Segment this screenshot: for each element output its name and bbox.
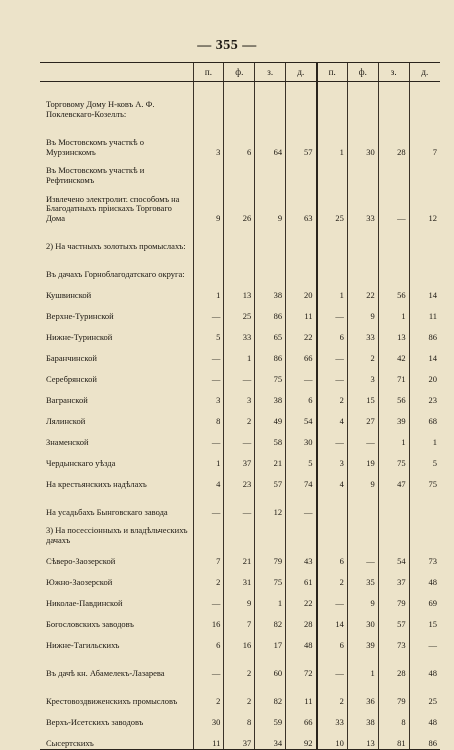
value-cell	[347, 252, 378, 280]
row-label: Лялинской	[46, 415, 86, 426]
row-label: Южно-Заозерской	[46, 576, 113, 587]
value-cell: 23	[224, 469, 255, 490]
value-cell: 75	[255, 364, 286, 385]
table-row	[40, 186, 440, 224]
table-row	[40, 630, 440, 651]
value-cell: 37	[224, 448, 255, 469]
value-cell: 13	[224, 280, 255, 301]
column-header: ф.	[224, 63, 255, 82]
value-cell	[193, 158, 224, 186]
value-cell: 3	[193, 385, 224, 406]
value-cell	[409, 490, 440, 518]
value-cell: 82	[255, 609, 286, 630]
value-cell: 2	[224, 406, 255, 427]
row-label: Вагранской	[46, 394, 88, 405]
value-cell	[409, 224, 440, 252]
value-cell: —	[347, 427, 378, 448]
value-cell: 57	[255, 469, 286, 490]
value-cell: 1	[317, 120, 348, 158]
value-cell: 1	[347, 651, 378, 679]
value-cell: 1	[378, 427, 409, 448]
value-cell: 33	[347, 186, 378, 224]
value-cell: 15	[347, 385, 378, 406]
value-cell: 2	[224, 679, 255, 707]
value-cell: 10	[317, 728, 348, 750]
value-cell: 9	[347, 469, 378, 490]
row-label: Баранчинской	[46, 352, 97, 363]
row-label: Нижне-Туринской	[46, 331, 113, 342]
value-cell	[347, 224, 378, 252]
value-cell: 2	[224, 651, 255, 679]
value-cell: 28	[378, 651, 409, 679]
value-cell: 66	[286, 343, 317, 364]
column-header: з.	[378, 63, 409, 82]
value-cell: 1	[317, 280, 348, 301]
row-label: Серебрянской	[46, 373, 97, 384]
value-cell: 38	[255, 280, 286, 301]
gold-production-table-wrapper	[40, 62, 440, 750]
value-cell: 16	[193, 609, 224, 630]
value-cell: 38	[255, 385, 286, 406]
table-row	[40, 567, 440, 588]
value-cell: 33	[347, 322, 378, 343]
table-row	[40, 469, 440, 490]
value-cell	[286, 224, 317, 252]
value-cell: 79	[255, 546, 286, 567]
row-label: Сысертскихъ	[40, 728, 193, 750]
value-cell: —	[224, 364, 255, 385]
value-cell: 1	[255, 588, 286, 609]
value-cell	[409, 252, 440, 280]
value-cell: 11	[286, 679, 317, 707]
value-cell	[347, 490, 378, 518]
value-cell	[255, 518, 286, 546]
row-label: Николае-Павдинской	[46, 597, 123, 608]
value-cell: 3	[347, 364, 378, 385]
value-cell	[224, 252, 255, 280]
value-cell: 68	[409, 406, 440, 427]
value-cell: —	[409, 630, 440, 651]
value-cell: 6	[317, 630, 348, 651]
value-cell: 64	[255, 120, 286, 158]
row-label: На усадьбахъ Бынговскаго завода	[46, 506, 168, 517]
value-cell: 12	[409, 186, 440, 224]
table-row	[40, 120, 440, 158]
table-row	[40, 679, 440, 707]
table-row	[40, 301, 440, 322]
value-cell: 6	[286, 385, 317, 406]
value-cell: 69	[409, 588, 440, 609]
value-cell: 9	[347, 301, 378, 322]
page-number: — 355 —	[197, 38, 257, 53]
table-row	[40, 546, 440, 567]
value-cell	[378, 158, 409, 186]
value-cell	[347, 518, 378, 546]
table-row	[40, 158, 440, 186]
table-row	[40, 364, 440, 385]
value-cell: 6	[224, 120, 255, 158]
table-row	[40, 707, 440, 728]
table-row	[40, 427, 440, 448]
value-cell: 25	[409, 679, 440, 707]
value-cell: —	[193, 364, 224, 385]
value-cell: 7	[224, 609, 255, 630]
value-cell	[409, 158, 440, 186]
value-cell: 56	[378, 385, 409, 406]
table-row	[40, 448, 440, 469]
value-cell: 15	[409, 609, 440, 630]
value-cell: 2	[193, 567, 224, 588]
value-cell: 48	[409, 567, 440, 588]
value-cell: 8	[224, 707, 255, 728]
column-header: д.	[286, 63, 317, 82]
value-cell: 75	[378, 448, 409, 469]
value-cell: 16	[224, 630, 255, 651]
value-cell	[193, 82, 224, 121]
value-cell: —	[193, 588, 224, 609]
value-cell: 6	[317, 546, 348, 567]
value-cell: 75	[409, 469, 440, 490]
value-cell: 42	[378, 343, 409, 364]
value-cell: —	[193, 427, 224, 448]
row-label: Знаменской	[46, 436, 89, 447]
value-cell: —	[317, 301, 348, 322]
value-cell	[378, 518, 409, 546]
value-cell: 5	[193, 322, 224, 343]
value-cell: 82	[255, 679, 286, 707]
value-cell: 1	[224, 343, 255, 364]
value-cell: 38	[347, 707, 378, 728]
value-cell: 9	[193, 186, 224, 224]
value-cell: 81	[378, 728, 409, 750]
row-label: Сѣверо-Заозерской	[46, 555, 116, 566]
row-label: Въ Мостовскомъ участкѣ о Мурзинскомъ	[46, 137, 144, 157]
table-row	[40, 518, 440, 546]
value-cell: 3	[193, 120, 224, 158]
value-cell: 30	[347, 120, 378, 158]
column-header: д.	[409, 63, 440, 82]
table-row	[40, 385, 440, 406]
row-label: Извлечено электролит. способомъ на Благодатныхъ пріискахъ Торговаго Дома	[46, 193, 180, 223]
value-cell: 49	[255, 406, 286, 427]
value-cell: 25	[224, 301, 255, 322]
value-cell	[378, 82, 409, 121]
value-cell: 9	[224, 588, 255, 609]
value-cell: —	[317, 588, 348, 609]
value-cell: 6	[317, 322, 348, 343]
value-cell: —	[378, 186, 409, 224]
value-cell: 37	[378, 567, 409, 588]
value-cell	[286, 518, 317, 546]
value-cell: 2	[317, 679, 348, 707]
value-cell: 57	[286, 120, 317, 158]
value-cell: 4	[317, 469, 348, 490]
row-label: Въ Мостовскомъ участкѣ и Рефтинскомъ	[46, 165, 145, 185]
value-cell: 65	[255, 322, 286, 343]
value-cell: 26	[224, 186, 255, 224]
value-cell	[317, 82, 348, 121]
value-cell: 58	[255, 427, 286, 448]
value-cell	[347, 82, 378, 121]
value-cell	[193, 252, 224, 280]
value-cell: 39	[378, 406, 409, 427]
value-cell	[255, 82, 286, 121]
value-cell	[255, 224, 286, 252]
value-cell: 79	[378, 588, 409, 609]
row-label: Кушвинской	[46, 289, 92, 300]
value-cell: 2	[193, 679, 224, 707]
table-row	[40, 280, 440, 301]
value-cell: 11	[193, 728, 224, 750]
value-cell: 4	[317, 406, 348, 427]
value-cell: 22	[286, 322, 317, 343]
value-cell: 7	[409, 120, 440, 158]
value-cell: 54	[286, 406, 317, 427]
value-cell: —	[317, 364, 348, 385]
value-cell: 14	[317, 609, 348, 630]
table-row	[40, 322, 440, 343]
value-cell: 1	[409, 427, 440, 448]
table-row	[40, 490, 440, 518]
table-row	[40, 343, 440, 364]
value-cell: 20	[286, 280, 317, 301]
value-cell: —	[317, 427, 348, 448]
value-cell: 74	[286, 469, 317, 490]
value-cell: 1	[193, 448, 224, 469]
value-cell	[224, 82, 255, 121]
table-row	[40, 651, 440, 679]
value-cell: 30	[286, 427, 317, 448]
value-cell: 6	[193, 630, 224, 651]
value-cell: —	[193, 490, 224, 518]
table-row	[40, 588, 440, 609]
value-cell	[317, 252, 348, 280]
value-cell: 5	[286, 448, 317, 469]
value-cell	[378, 252, 409, 280]
value-cell: —	[224, 427, 255, 448]
table-row	[40, 252, 440, 280]
value-cell: 33	[224, 322, 255, 343]
value-cell: 23	[409, 385, 440, 406]
row-label: Крестовоздвиженскихъ промысловъ	[46, 695, 178, 706]
value-cell: —	[286, 364, 317, 385]
table-row	[40, 406, 440, 427]
value-cell: 4	[193, 469, 224, 490]
value-cell: 1	[193, 280, 224, 301]
value-cell: 27	[347, 406, 378, 427]
value-cell: 14	[409, 343, 440, 364]
value-cell: 47	[378, 469, 409, 490]
value-cell	[378, 490, 409, 518]
value-cell: 72	[286, 651, 317, 679]
value-cell: 3	[317, 448, 348, 469]
row-label: 2) На частныхъ золотыхъ промыслахъ:	[46, 240, 186, 251]
value-cell: 79	[378, 679, 409, 707]
value-cell	[286, 252, 317, 280]
value-cell	[193, 224, 224, 252]
value-cell	[378, 224, 409, 252]
row-label: Нижне-Тагильскихъ	[46, 639, 120, 650]
value-cell: —	[193, 343, 224, 364]
value-cell: 43	[286, 546, 317, 567]
value-cell: 56	[378, 280, 409, 301]
header-blank-cell	[40, 63, 193, 82]
row-label: Верхне-Туринской	[46, 310, 114, 321]
value-cell: 66	[286, 707, 317, 728]
value-cell: 5	[409, 448, 440, 469]
table-row	[40, 728, 440, 750]
value-cell: —	[193, 301, 224, 322]
row-label: Верхъ-Исетскихъ заводовъ	[46, 716, 144, 727]
value-cell: 54	[378, 546, 409, 567]
value-cell: 19	[347, 448, 378, 469]
value-cell: 86	[409, 322, 440, 343]
value-cell: 12	[255, 490, 286, 518]
row-label: Въ дачахъ Горноблагодатскаго округа:	[46, 268, 185, 279]
value-cell: 28	[286, 609, 317, 630]
value-cell: 48	[286, 630, 317, 651]
column-header: п.	[317, 63, 348, 82]
value-cell: 75	[255, 567, 286, 588]
row-label: 3) На посессіонныхъ и владѣльческихъ дачахъ	[46, 525, 188, 545]
value-cell: 86	[255, 301, 286, 322]
value-cell	[347, 158, 378, 186]
value-cell: 17	[255, 630, 286, 651]
value-cell: 2	[317, 385, 348, 406]
value-cell: 73	[378, 630, 409, 651]
value-cell: 11	[286, 301, 317, 322]
row-label: Богословскихъ заводовъ	[46, 618, 134, 629]
value-cell: —	[286, 490, 317, 518]
value-cell: 59	[255, 707, 286, 728]
table-row	[40, 609, 440, 630]
value-cell: —	[224, 490, 255, 518]
value-cell: 22	[286, 588, 317, 609]
value-cell	[317, 158, 348, 186]
value-cell: 21	[224, 546, 255, 567]
value-cell: 8	[378, 707, 409, 728]
value-cell: 57	[378, 609, 409, 630]
table-row	[40, 224, 440, 252]
value-cell: 34	[255, 728, 286, 750]
value-cell: 86	[409, 728, 440, 750]
value-cell: 13	[347, 728, 378, 750]
value-cell: 28	[378, 120, 409, 158]
value-cell: —	[317, 343, 348, 364]
row-label: Чердынскаго уѣзда	[46, 457, 116, 468]
value-cell: 30	[193, 707, 224, 728]
value-cell: 35	[347, 567, 378, 588]
value-cell: 31	[224, 567, 255, 588]
value-cell: 25	[317, 186, 348, 224]
value-cell	[255, 158, 286, 186]
value-cell	[224, 224, 255, 252]
gold-production-table	[40, 62, 440, 750]
value-cell	[409, 82, 440, 121]
row-label: Торговому Дому Н-ковъ А. Ф. Поклевскаго-Козеллъ:	[46, 99, 155, 119]
value-cell: —	[193, 651, 224, 679]
value-cell: 22	[347, 280, 378, 301]
column-header: ф.	[347, 63, 378, 82]
value-cell: 86	[255, 343, 286, 364]
value-cell: 2	[347, 343, 378, 364]
value-cell: 20	[409, 364, 440, 385]
table-row	[40, 82, 440, 121]
value-cell	[193, 518, 224, 546]
value-cell: 8	[193, 406, 224, 427]
value-cell: 13	[378, 322, 409, 343]
value-cell: 9	[255, 186, 286, 224]
value-cell	[224, 158, 255, 186]
value-cell: 14	[409, 280, 440, 301]
value-cell	[317, 490, 348, 518]
value-cell: 33	[317, 707, 348, 728]
value-cell	[255, 252, 286, 280]
column-header: п.	[193, 63, 224, 82]
value-cell: 61	[286, 567, 317, 588]
value-cell	[317, 224, 348, 252]
row-label: На крестьянскихъ надѣлахъ	[46, 478, 147, 489]
value-cell: 63	[286, 186, 317, 224]
value-cell: —	[347, 546, 378, 567]
value-cell	[409, 518, 440, 546]
value-cell: 9	[347, 588, 378, 609]
value-cell	[317, 518, 348, 546]
value-cell: 48	[409, 651, 440, 679]
value-cell: 71	[378, 364, 409, 385]
value-cell: 11	[409, 301, 440, 322]
value-cell: 2	[317, 567, 348, 588]
value-cell	[286, 82, 317, 121]
row-label: Въ дачѣ кн. Абамелекъ-Лазарева	[46, 667, 165, 678]
value-cell: 1	[378, 301, 409, 322]
value-cell: 73	[409, 546, 440, 567]
value-cell: 92	[286, 728, 317, 750]
table-body	[40, 82, 440, 750]
value-cell: 30	[347, 609, 378, 630]
value-cell: 37	[224, 728, 255, 750]
value-cell: 36	[347, 679, 378, 707]
value-cell	[286, 158, 317, 186]
value-cell: —	[317, 651, 348, 679]
value-cell: 21	[255, 448, 286, 469]
value-cell: 48	[409, 707, 440, 728]
value-cell: 3	[224, 385, 255, 406]
table-header-row	[40, 63, 440, 82]
value-cell	[224, 518, 255, 546]
value-cell: 39	[347, 630, 378, 651]
column-header: з.	[255, 63, 286, 82]
value-cell: 60	[255, 651, 286, 679]
value-cell: 7	[193, 546, 224, 567]
